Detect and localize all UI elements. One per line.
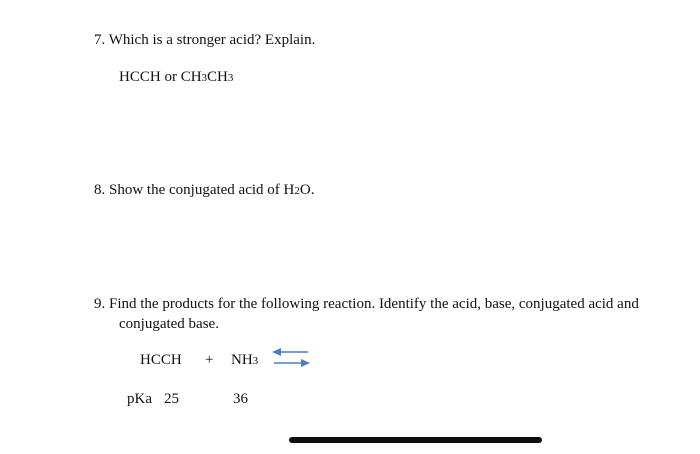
compound-b: CH3CH3 xyxy=(180,69,234,85)
compound-a: HCCH xyxy=(119,69,161,85)
reactant-hcch: HCCH xyxy=(140,352,182,368)
pka-label: pKa xyxy=(127,391,152,407)
question-9-prompt-line2: conjugated base. xyxy=(119,316,219,332)
question-9-prompt-line1: 9. Find the products for the following reaction. Identify the acid, base, conjugated acid and xyxy=(94,296,639,312)
connector-word: or xyxy=(164,69,177,85)
home-indicator-bar[interactable] xyxy=(289,437,542,443)
reactant-nh3: NH3 xyxy=(231,352,259,368)
pka-value-nh3: 36 xyxy=(233,391,248,407)
forward-arrow-head xyxy=(301,359,310,367)
question-7-prompt: 7. Which is a stronger acid? Explain. xyxy=(94,32,316,48)
pka-value-hcch: 25 xyxy=(164,391,179,407)
plus-sign: + xyxy=(205,352,214,368)
question-7-compounds xyxy=(119,67,233,88)
equilibrium-arrows-icon xyxy=(270,344,312,370)
reverse-arrow-head xyxy=(272,348,281,356)
question-8-prompt: 8. Show the conjugated acid of H2O. xyxy=(94,182,315,198)
